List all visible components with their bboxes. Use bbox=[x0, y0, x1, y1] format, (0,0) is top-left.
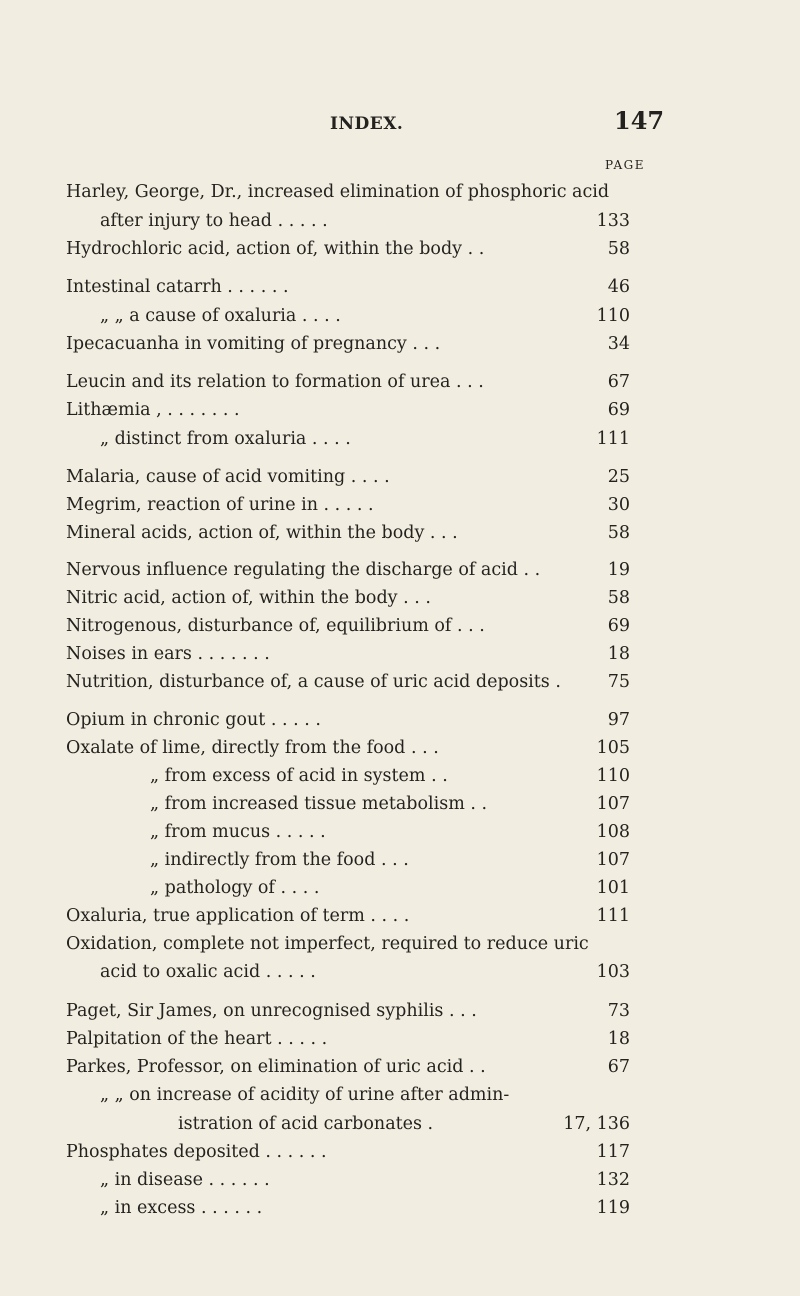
index-entry bbox=[0, 333, 800, 355]
index-entry bbox=[0, 399, 800, 421]
index-entry bbox=[0, 709, 800, 731]
index-entry-page: 18 bbox=[607, 644, 630, 664]
index-entry bbox=[0, 428, 800, 450]
index-entry bbox=[0, 1141, 800, 1163]
index-entry-text: „ in disease . . . . . . bbox=[100, 1170, 270, 1190]
index-entry-page: 110 bbox=[596, 766, 630, 786]
index-entry-text: „ from increased tissue metabolism . . bbox=[150, 794, 488, 814]
index-entry bbox=[0, 238, 800, 260]
index-entry bbox=[0, 877, 800, 899]
index-entry-text: Palpitation of the heart . . . . . bbox=[66, 1029, 328, 1049]
index-entry-page: 25 bbox=[607, 467, 630, 487]
index-entry-page: 111 bbox=[596, 429, 630, 449]
index-entry-text: Oxalate of lime, directly from the food . . . bbox=[66, 738, 439, 758]
index-entry-text: Harley, George, Dr., increased elimination of phosphoric acid bbox=[66, 182, 610, 202]
index-entry-text: istration of acid carbonates . bbox=[178, 1114, 434, 1134]
index-entry-page: 73 bbox=[607, 1001, 630, 1021]
index-entry bbox=[0, 1084, 800, 1106]
index-entry bbox=[0, 1000, 800, 1022]
index-entry-page: 46 bbox=[607, 277, 630, 297]
index-entry-page: 111 bbox=[596, 906, 630, 926]
index-entry-text: Ipecacuanha in vomiting of pregnancy . . . bbox=[66, 334, 441, 354]
page-title: INDEX. bbox=[330, 114, 404, 134]
index-entry bbox=[0, 587, 800, 609]
index-entry-page: 133 bbox=[596, 211, 630, 231]
index-entry-text: Malaria, cause of acid vomiting . . . . bbox=[66, 467, 390, 487]
index-entry bbox=[0, 466, 800, 488]
page-column-heading: PAGE bbox=[605, 158, 645, 172]
index-entry-page: 30 bbox=[607, 495, 630, 515]
index-entry-page: 132 bbox=[596, 1170, 630, 1190]
index-entry bbox=[0, 793, 800, 815]
index-entry-page: 69 bbox=[607, 400, 630, 420]
index-entry bbox=[0, 276, 800, 298]
index-entry-page: 103 bbox=[596, 962, 630, 982]
index-entry-text: „ pathology of . . . . bbox=[150, 878, 320, 898]
index-entry-page: 107 bbox=[596, 794, 630, 814]
index-entry-text: Parkes, Professor, on elimination of uric acid . . bbox=[66, 1057, 486, 1077]
index-entry-page: 58 bbox=[607, 523, 630, 543]
index-entry-text: Paget, Sir James, on unrecognised syphilis . . . bbox=[66, 1001, 477, 1021]
index-entry-page: 34 bbox=[607, 334, 630, 354]
index-entry-text: Opium in chronic gout . . . . . bbox=[66, 710, 321, 730]
index-entry-text: „ „ a cause of oxaluria . . . . bbox=[100, 306, 341, 326]
index-entry bbox=[0, 1113, 800, 1135]
index-entry bbox=[0, 765, 800, 787]
index-entry-text: Noises in ears . . . . . . . bbox=[66, 644, 270, 664]
index-entry-page: 119 bbox=[596, 1198, 630, 1218]
index-entry bbox=[0, 961, 800, 983]
index-entry-text: acid to oxalic acid . . . . . bbox=[100, 962, 316, 982]
index-entry-text: Hydrochloric acid, action of, within the body . . bbox=[66, 239, 485, 259]
index-entry-text: Nervous influence regulating the discharge of acid . . bbox=[66, 560, 541, 580]
index-entry bbox=[0, 905, 800, 927]
index-entry bbox=[0, 371, 800, 393]
index-entry-text: „ indirectly from the food . . . bbox=[150, 850, 409, 870]
index-entry-text: Lithæmia , . . . . . . . bbox=[66, 400, 240, 420]
index-entry-text: Megrim, reaction of urine in . . . . . bbox=[66, 495, 374, 515]
index-entry-text: Leucin and its relation to formation of urea . . . bbox=[66, 372, 484, 392]
index-entry-text: Oxidation, complete not imperfect, required to reduce uric bbox=[66, 934, 589, 954]
index-entry-text: „ „ on increase of acidity of urine after admin- bbox=[100, 1085, 510, 1105]
index-entry-text: Nitrogenous, disturbance of, equilibrium of . . . bbox=[66, 616, 485, 636]
index-entry bbox=[0, 181, 800, 203]
index-entry bbox=[0, 1028, 800, 1050]
index-entry-text: „ distinct from oxaluria . . . . bbox=[100, 429, 351, 449]
index-entry bbox=[0, 615, 800, 637]
index-entry bbox=[0, 305, 800, 327]
index-entry-text: Phosphates deposited . . . . . . bbox=[66, 1142, 327, 1162]
index-entry-text: „ from excess of acid in system . . bbox=[150, 766, 448, 786]
index-entry-page: 105 bbox=[596, 738, 630, 758]
index-entry-text: after injury to head . . . . . bbox=[100, 211, 328, 231]
index-entry bbox=[0, 1169, 800, 1191]
index-entry bbox=[0, 643, 800, 665]
index-entry-text: „ from mucus . . . . . bbox=[150, 822, 326, 842]
index-entry-page: 17, 136 bbox=[563, 1114, 630, 1134]
index-entry bbox=[0, 210, 800, 232]
index-entry-page: 117 bbox=[596, 1142, 630, 1162]
index-entry bbox=[0, 821, 800, 843]
index-entry-page: 58 bbox=[607, 239, 630, 259]
index-entry-page: 101 bbox=[596, 878, 630, 898]
index-entry bbox=[0, 1056, 800, 1078]
index-entry bbox=[0, 559, 800, 581]
index-entry bbox=[0, 522, 800, 544]
index-entry-page: 107 bbox=[596, 850, 630, 870]
index-entry bbox=[0, 737, 800, 759]
index-entry-page: 67 bbox=[607, 372, 630, 392]
index-entry-page: 75 bbox=[607, 672, 630, 692]
index-entry bbox=[0, 494, 800, 516]
index-entry-text: Nutrition, disturbance of, a cause of uric acid deposits . bbox=[66, 672, 561, 692]
index-entry-page: 58 bbox=[607, 588, 630, 608]
index-entry bbox=[0, 849, 800, 871]
index-entry-page: 19 bbox=[607, 560, 630, 580]
page-number: 147 bbox=[614, 106, 665, 135]
index-entry-text: Mineral acids, action of, within the body . . . bbox=[66, 523, 458, 543]
index-entry-text: Intestinal catarrh . . . . . . bbox=[66, 277, 289, 297]
index-entry-page: 108 bbox=[596, 822, 630, 842]
index-entry bbox=[0, 671, 800, 693]
index-entry-page: 97 bbox=[607, 710, 630, 730]
index-entry-page: 69 bbox=[607, 616, 630, 636]
index-entry-text: Nitric acid, action of, within the body . . . bbox=[66, 588, 431, 608]
index-entry bbox=[0, 933, 800, 955]
index-entry-page: 18 bbox=[607, 1029, 630, 1049]
index-entry-text: Oxaluria, true application of term . . . . bbox=[66, 906, 410, 926]
index-entry-page: 110 bbox=[596, 306, 630, 326]
index-entry-text: „ in excess . . . . . . bbox=[100, 1198, 263, 1218]
index-entry bbox=[0, 1197, 800, 1219]
index-entry-page: 67 bbox=[607, 1057, 630, 1077]
